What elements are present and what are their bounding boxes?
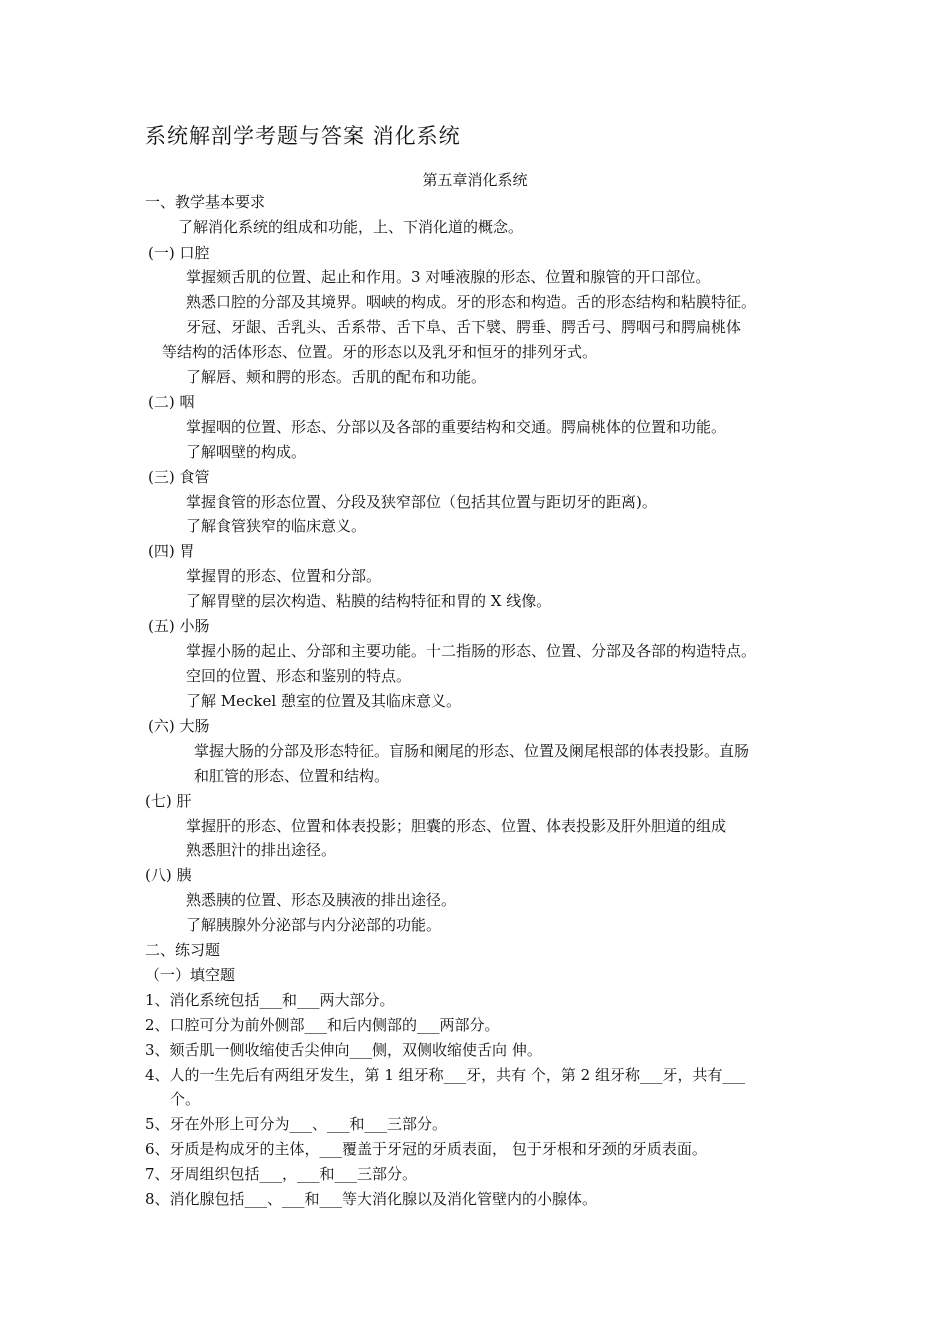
paragraph-line: 掌握食管的形态位置、分段及狭窄部位（包括其位置与距切牙的距离)。 [186, 493, 657, 511]
paragraph-line: 了解胰腺外分泌部与内分泌部的功能。 [186, 916, 442, 934]
question-line: 个。 [170, 1090, 201, 1108]
question-line: 5、牙在外形上可分为___、___和___三部分。 [145, 1115, 448, 1133]
subsection-heading: (七) 肝 [145, 792, 192, 810]
section-heading: 二、练习题 [145, 941, 221, 959]
subsection-heading: (四) 胃 [148, 542, 195, 560]
question-line: 1、消化系统包括___和___两大部分。 [145, 991, 395, 1009]
paragraph-line: 等结构的活体形态、位置。牙的形态以及乳牙和恒牙的排列牙式。 [162, 343, 598, 361]
paragraph-line: 空回的位置、形态和鉴别的特点。 [186, 667, 412, 685]
paragraph-line: 了解胃壁的层次构造、粘膜的结构特征和胃的 X 线像。 [186, 592, 552, 610]
paragraph-line: 和肛管的形态、位置和结构。 [194, 767, 390, 785]
subsection-heading: (六) 大肠 [148, 717, 210, 735]
paragraph-line: 熟悉胰的位置、形态及胰液的排出途径。 [186, 891, 457, 909]
subsection-heading: （一）填空题 [145, 966, 236, 984]
paragraph-line: 掌握咽的位置、形态、分部以及各部的重要结构和交通。腭扁桃体的位置和功能。 [186, 418, 727, 436]
chapter-heading: 第五章消化系统 [422, 171, 528, 189]
question-line: 4、人的一生先后有两组牙发生，第 1 组牙称___牙，共有 个，第 2 组牙称___牙，共有___ [145, 1066, 745, 1084]
paragraph-line: 了解食管狭窄的临床意义。 [186, 517, 367, 535]
subsection-heading: (一) 口腔 [148, 244, 210, 262]
subsection-heading: (二) 咽 [148, 393, 195, 411]
paragraph-line: 掌握小肠的起止、分部和主要功能。十二指肠的形态、位置、分部及各部的构造特点。 [186, 642, 757, 660]
paragraph-line: 了解唇、颊和腭的形态。舌肌的配布和功能。 [186, 368, 487, 386]
paragraph-line: 熟悉胆汁的排出途径。 [186, 841, 337, 859]
paragraph-line: 了解消化系统的组成和功能，上、下消化道的概念。 [178, 218, 524, 236]
paragraph-line: 掌握大肠的分部及形态特征。盲肠和阑尾的形态、位置及阑尾根部的体表投影。直肠 [194, 742, 750, 760]
question-line: 6、牙质是构成牙的主体，___覆盖于牙冠的牙质表面， 包于牙根和牙颈的牙质表面。 [145, 1140, 707, 1158]
question-line: 2、口腔可分为前外侧部___和后内侧部的___两部分。 [145, 1016, 500, 1034]
question-line: 8、消化腺包括___、___和___等大消化腺以及消化管壁内的小腺体。 [145, 1190, 598, 1208]
paragraph-line: 了解 Meckel 憩室的位置及其临床意义。 [186, 692, 461, 710]
section-heading: 一、教学基本要求 [145, 193, 266, 211]
document-title: 系统解剖学考题与答案 消化系统 [145, 124, 461, 148]
paragraph-line: 掌握胃的形态、位置和分部。 [186, 567, 382, 585]
question-line: 3、颏舌肌一侧收缩使舌尖伸向___侧，双侧收缩使舌向 伸。 [145, 1041, 542, 1059]
paragraph-line: 熟悉口腔的分部及其境界。咽峡的构成。牙的形态和构造。舌的形态结构和粘膜特征。 [186, 293, 757, 311]
question-line: 7、牙周组织包括___，___和___三部分。 [145, 1165, 418, 1183]
subsection-heading: (八) 胰 [145, 866, 192, 884]
paragraph-line: 掌握肝的形态、位置和体表投影；胆囊的形态、位置、体表投影及肝外胆道的组成 [186, 817, 727, 835]
paragraph-line: 了解咽壁的构成。 [186, 443, 307, 461]
paragraph-line: 牙冠、牙龈、舌乳头、舌系带、舌下阜、舌下襞、腭垂、腭舌弓、腭咽弓和腭扁桃体 [186, 318, 742, 336]
subsection-heading: (五) 小肠 [148, 617, 210, 635]
subsection-heading: (三) 食管 [148, 468, 210, 486]
paragraph-line: 掌握颏舌肌的位置、起止和作用。3 对唾液腺的形态、位置和腺管的开口部位。 [186, 268, 711, 286]
